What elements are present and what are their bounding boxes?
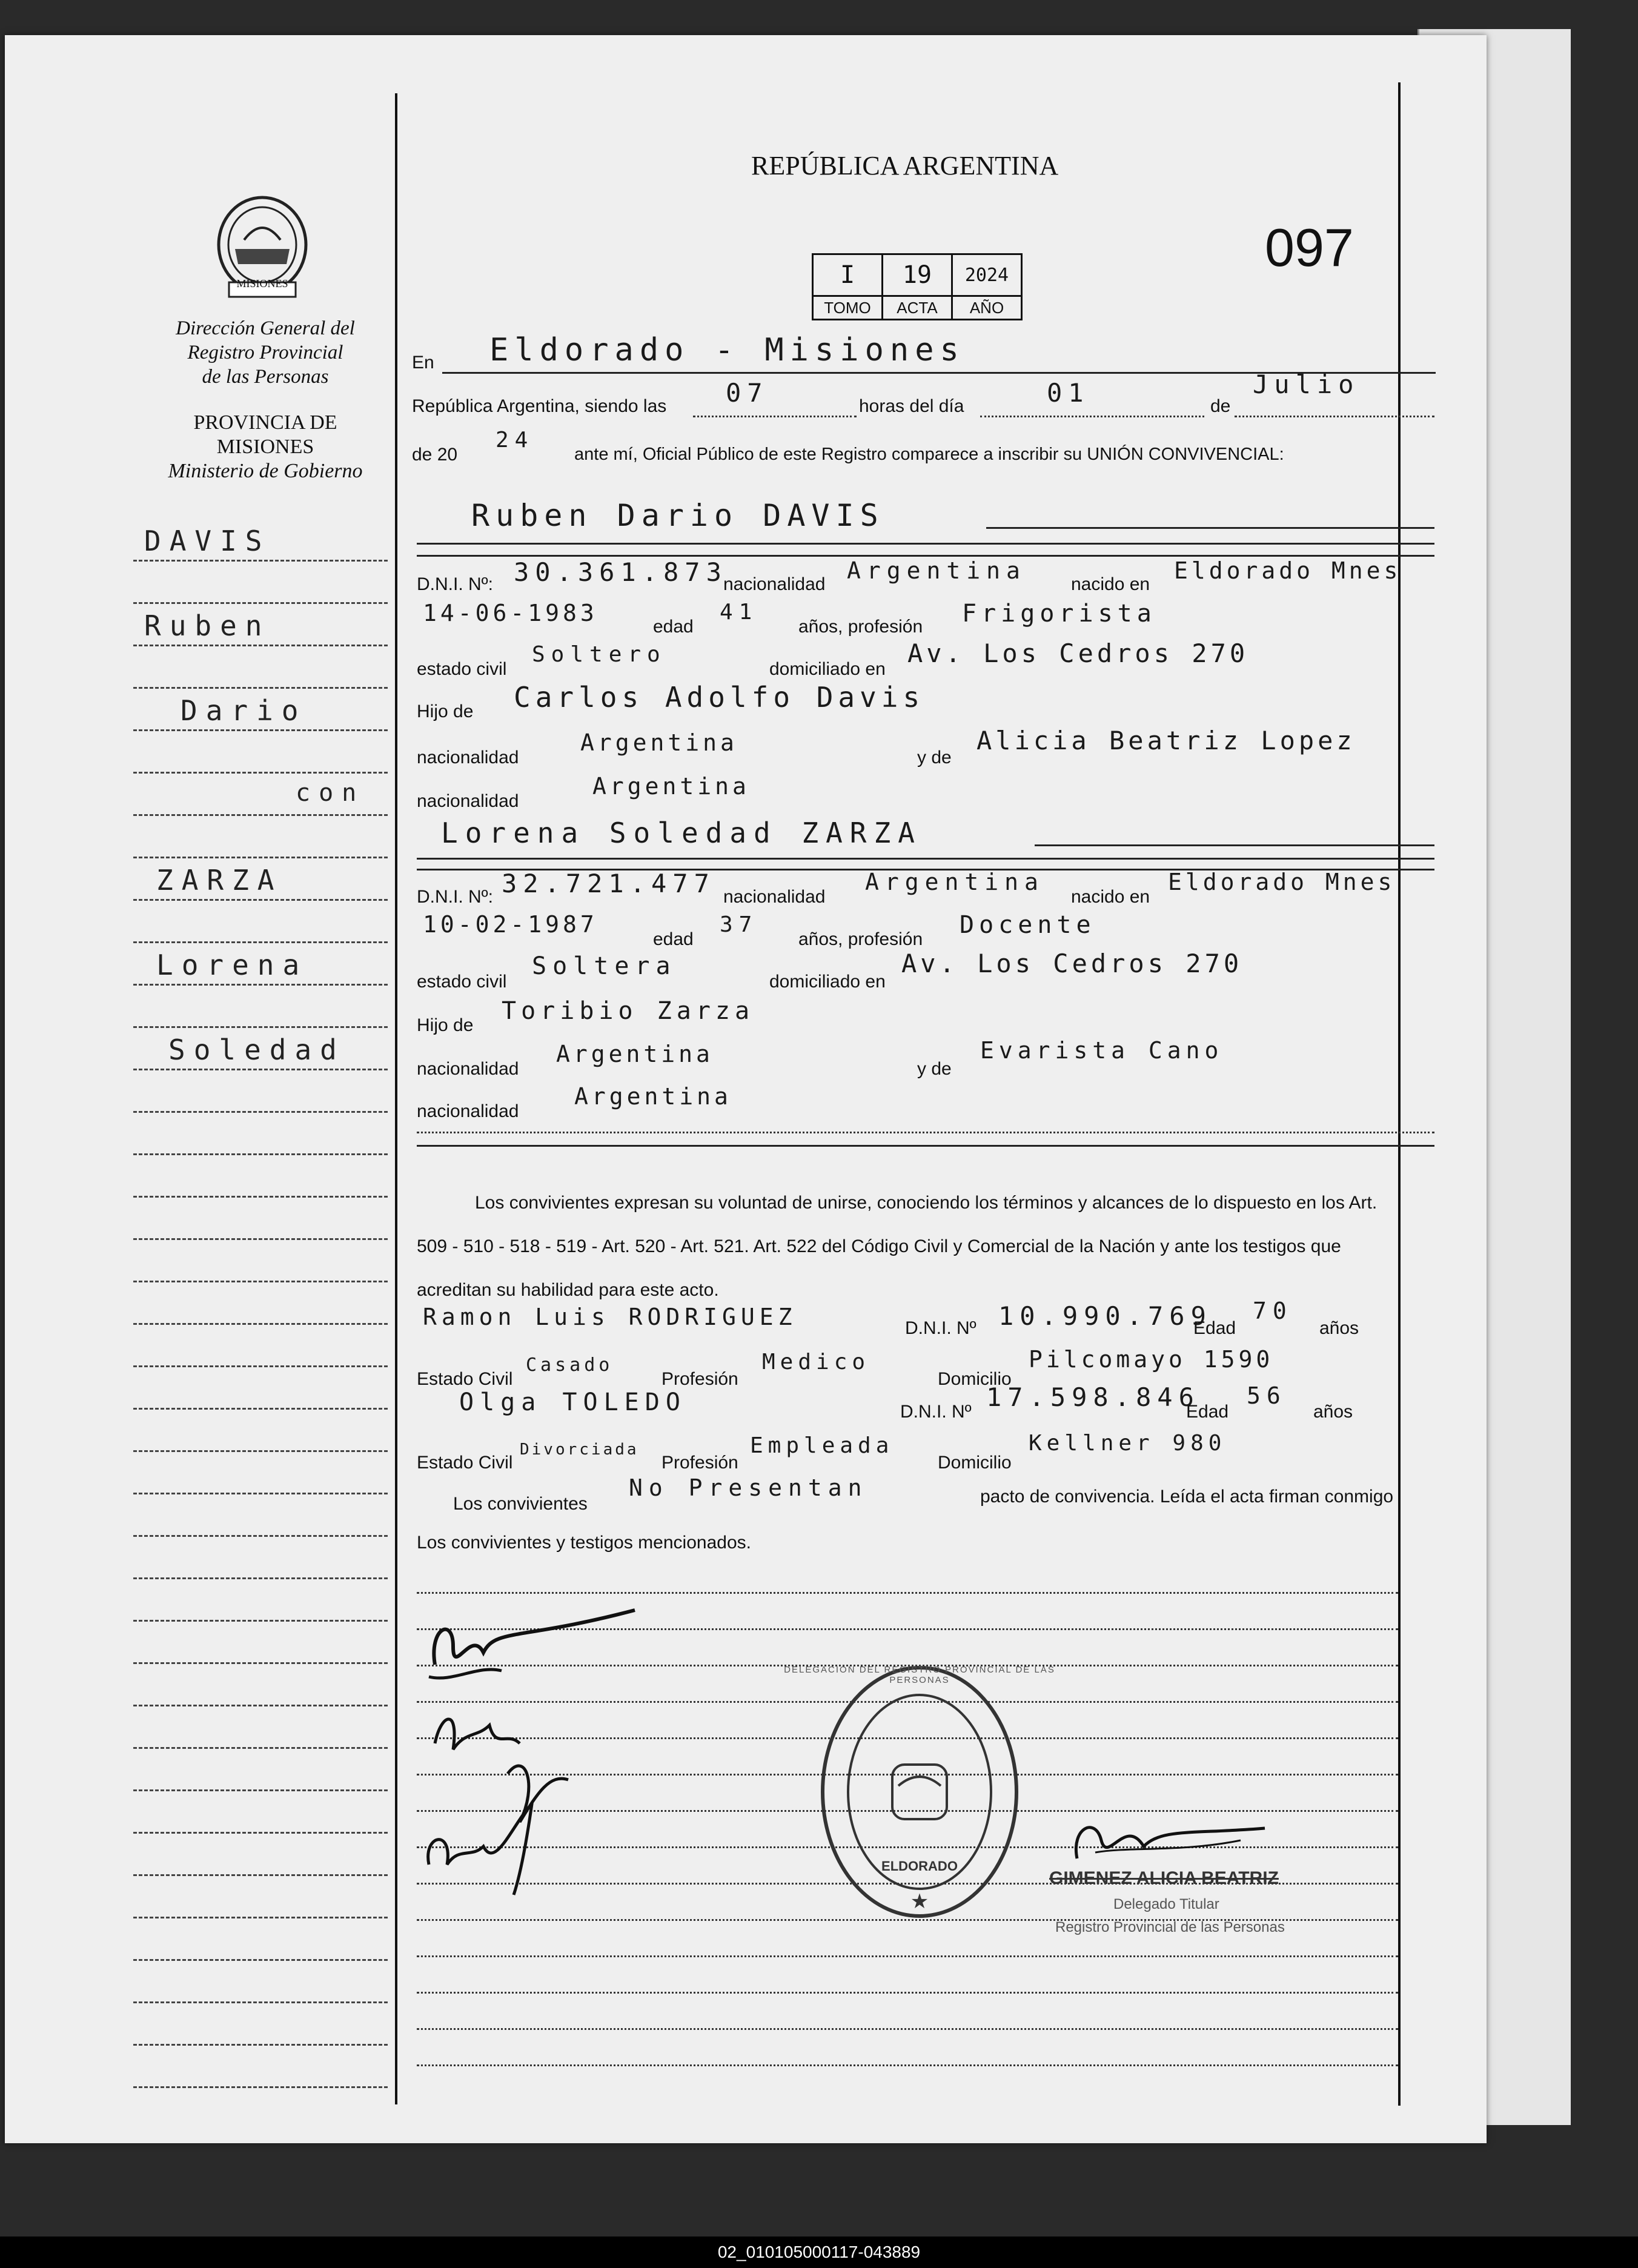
p1-nacionalidad-label: nacionalidad [723, 574, 826, 594]
p1-edad-label: edad [653, 617, 694, 637]
pacto-value: No Presentan [629, 1474, 868, 1501]
office-line-2: Registro Provincial [187, 342, 343, 363]
margin-line [133, 1323, 388, 1325]
archive-code: 02_010105000117-043889 [0, 2236, 1638, 2268]
person1-full-name: Ruben Dario DAVIS [471, 498, 884, 533]
p1-domicilio-label: domiciliado en [769, 659, 886, 679]
p1-father-nac: Argentina [580, 729, 738, 756]
section-rule-2 [417, 555, 1434, 557]
w2-dni-label: D.N.I. Nº [900, 1402, 972, 1422]
margin-line [133, 560, 388, 562]
declaration [417, 1181, 1434, 1312]
right-rule [1398, 82, 1401, 2106]
margin-name-3: Dario [181, 694, 307, 727]
p1-mother-nac: Argentina [592, 773, 750, 800]
p1-mother-nac-label: nacionalidad [417, 791, 519, 811]
margin-line [133, 1789, 388, 1791]
margin-line [133, 1111, 388, 1113]
seal-caption: MISIONES [236, 277, 288, 290]
en-label: En [412, 353, 434, 373]
p2-mother: Evarista Cano [980, 1037, 1224, 1064]
country-title: REPÚBLICA ARGENTINA [751, 151, 1059, 181]
margin-name-7: Soledad [168, 1033, 345, 1066]
margin-line [133, 941, 388, 943]
p2-nacionalidad-label: nacionalidad [723, 887, 826, 907]
name-line [986, 527, 1434, 529]
p1-yde-label: y de [917, 748, 952, 768]
w1-profesion-label: Profesión [662, 1369, 738, 1389]
p2-yde-label: y de [917, 1059, 952, 1079]
year-suffix: 24 [496, 428, 534, 453]
de-label: de [1210, 396, 1231, 416]
margin-line [133, 687, 388, 689]
section-rule-3 [417, 858, 1434, 860]
margin-line [133, 2086, 388, 2088]
svg-text:★: ★ [910, 1890, 929, 1913]
margin-line [133, 1281, 388, 1282]
margin-name-5: ZARZA [156, 864, 283, 897]
p2-profesion: Docente [960, 911, 1096, 939]
p2-edad-label: edad [653, 929, 694, 949]
acta-label: ACTA [883, 296, 952, 320]
p1-nacido: Eldorado Mnes [1174, 557, 1402, 584]
margin-line [133, 1832, 388, 1834]
signature-line [417, 2064, 1398, 2066]
margin-line [133, 729, 388, 731]
signatures-icon [417, 1592, 647, 1931]
w1-dni: 10.990.769 [998, 1301, 1212, 1331]
margin-line [133, 1153, 388, 1155]
p1-estado-label: estado civil [417, 659, 507, 679]
margin-line [133, 857, 388, 858]
signature-line [417, 1992, 1398, 1994]
page-number: 097 [1265, 217, 1354, 277]
convivientes-label: Los convivientes [453, 1494, 588, 1514]
margin-name-6: Lorena [156, 949, 308, 981]
p2-profesion-label: años, profesión [798, 929, 923, 949]
p2-father: Toribio Zarza [502, 997, 755, 1025]
declaration-line-1: Los convivientes expresan su voluntad de unirse, conociendo los términos y alcances de lo dispuesto en los Art. [475, 1193, 1378, 1213]
year-prefix: de 20 [412, 445, 458, 465]
comparece-text: ante mí, Oficial Público de este Registro comparece a inscribir su UNIÓN CONVIVENCIAL: [574, 445, 1284, 464]
margin-line [133, 1662, 388, 1664]
person2-full-name: Lorena Soledad ZARZA [441, 817, 922, 849]
office-line-1: Dirección General del [176, 317, 355, 339]
section-rule-1 [417, 543, 1434, 545]
declaration-line-3: acreditan su habilidad para este acto. [417, 1280, 719, 1300]
tomo-acta-box [812, 253, 1023, 320]
p1-profesion: Frigorista [962, 600, 1156, 628]
margin-name-2: Ruben [144, 609, 271, 642]
p2-domicilio: Av. Los Cedros 270 [901, 949, 1243, 978]
margin-line [133, 1959, 388, 1961]
p2-mother-nac: Argentina [574, 1083, 732, 1110]
w2-dni: 17.598.846 [986, 1382, 1200, 1412]
margin-line [133, 984, 388, 986]
p2-nacionalidad: Argentina [865, 869, 1044, 895]
final-line: Los convivientes y testigos mencionados. [417, 1533, 751, 1553]
margin-line [133, 814, 388, 816]
margin-line [133, 1747, 388, 1749]
name-line-2 [1035, 844, 1434, 846]
p1-hijo-label: Hijo de [417, 701, 474, 721]
tomo-value: I [813, 254, 883, 296]
section-rule-5 [417, 1145, 1434, 1147]
margin-line [133, 1705, 388, 1706]
p1-dni-label: D.N.I. Nº: [417, 574, 493, 594]
w2-edad-label: Edad [1186, 1402, 1229, 1422]
margin-line [133, 1450, 388, 1452]
horas-label: horas del día [859, 396, 964, 416]
tomo-label: TOMO [813, 296, 883, 320]
place-value: Eldorado - Misiones [489, 332, 965, 368]
acta-value: 19 [883, 254, 952, 296]
p1-father-nac-label: nacionalidad [417, 748, 519, 768]
p1-father: Carlos Adolfo Davis [514, 681, 925, 714]
w2-anios-label: años [1313, 1402, 1353, 1422]
p1-estado: Soltero [532, 642, 666, 667]
p2-estado-label: estado civil [417, 972, 507, 992]
w1-edad-label: Edad [1193, 1318, 1236, 1338]
margin-line [133, 1620, 388, 1622]
signature-line [417, 1955, 1398, 1957]
month-line [1235, 416, 1434, 417]
w2-domicilio-label: Domicilio [938, 1453, 1012, 1473]
w1-anios-label: años [1319, 1318, 1359, 1338]
official-office: Registro Provincial de las Personas [1055, 1919, 1285, 1935]
margin-line [133, 1238, 388, 1240]
day-value: 01 [1047, 378, 1090, 408]
p2-hijo-label: Hijo de [417, 1015, 474, 1035]
day-line [980, 416, 1204, 417]
w1-domicilio: Pilcomayo 1590 [1029, 1346, 1274, 1373]
p1-birth-date: 14-06-1983 [423, 600, 598, 626]
p2-mother-nac-label: nacionalidad [417, 1101, 519, 1121]
official-stamp-icon [817, 1659, 1023, 1925]
anio-value: 2024 [952, 254, 1022, 296]
w2-estado-label: Estado Civil [417, 1453, 513, 1473]
witness1-name: Ramon Luis RODRIGUEZ [423, 1304, 797, 1330]
stamp-city: ELDORADO [881, 1858, 958, 1874]
p1-edad: 41 [720, 600, 758, 625]
w1-estado-label: Estado Civil [417, 1369, 513, 1389]
blank-line [417, 1132, 1434, 1133]
p2-father-nac: Argentina [556, 1041, 714, 1067]
p2-dni: 32.721.477 [502, 869, 715, 898]
stamp-ring-text: DELEGACIÓN DEL REGISTRO PROVINCIAL DE LAS PERSONAS [784, 1665, 1055, 1685]
republica-label: República Argentina, siendo las [412, 396, 667, 416]
p2-birth-date: 10-02-1987 [423, 911, 598, 938]
anio-label: AÑO [952, 296, 1022, 320]
p1-nacionalidad: Argentina [847, 557, 1026, 584]
ministerio-line: Ministerio de Gobierno [168, 460, 363, 482]
margin-line [133, 1535, 388, 1537]
province-line-2: MISIONES [216, 436, 314, 458]
margin-name-1: DAVIS [144, 525, 271, 557]
margin-line [133, 1577, 388, 1579]
official-name: GIMENEZ ALICIA BEATRIZ [1049, 1868, 1279, 1888]
p1-dni: 30.361.873 [514, 557, 728, 587]
p2-nacido: Eldorado Mnes [1168, 869, 1396, 895]
margin-line [133, 645, 388, 646]
margin-line [133, 1196, 388, 1198]
margin-line [133, 1874, 388, 1876]
p2-father-nac-label: nacionalidad [417, 1059, 519, 1079]
p2-nacido-label: nacido en [1071, 887, 1150, 907]
margin-name-4: con [296, 779, 365, 807]
p1-nacido-label: nacido en [1071, 574, 1150, 594]
margin-line [133, 1026, 388, 1028]
province-line-1: PROVINCIA DE [193, 411, 337, 434]
province-heading [150, 411, 380, 483]
witness2-name: Olga TOLEDO [459, 1388, 686, 1416]
p1-mother: Alicia Beatriz Lopez [976, 726, 1356, 755]
margin-line [133, 1917, 388, 1918]
w2-domicilio: Kellner 980 [1029, 1431, 1227, 1456]
p2-domicilio-label: domiciliado en [769, 972, 886, 992]
w1-edad: 70 [1253, 1298, 1293, 1324]
p1-domicilio: Av. Los Cedros 270 [907, 638, 1249, 668]
margin-line [133, 1365, 388, 1367]
w1-profesion: Medico [762, 1350, 870, 1374]
p2-dni-label: D.N.I. Nº: [417, 887, 493, 907]
p2-estado: Soltera [532, 952, 677, 980]
w2-estado: Divorciada [520, 1441, 639, 1459]
margin-line [133, 1408, 388, 1410]
margin-line [133, 899, 388, 901]
office-line-3: de las Personas [202, 366, 329, 388]
margin-line [133, 1069, 388, 1070]
declaration-line-2: 509 - 510 - 518 - 519 - Art. 520 - Art. 521. Art. 522 del Código Civil y Comercial de la Nación y ante los testigos que [417, 1236, 1341, 1256]
w2-profesion: Empleada [750, 1433, 894, 1458]
registry-page [5, 35, 1487, 2143]
w1-estado: Casado [526, 1354, 614, 1376]
hours-line [693, 416, 857, 417]
margin-line [133, 772, 388, 774]
w2-edad: 56 [1247, 1382, 1287, 1409]
w1-domicilio-label: Domicilio [938, 1369, 1012, 1389]
margin-line [133, 602, 388, 604]
pacto-text: pacto de convivencia. Leída el acta firman conmigo [980, 1487, 1394, 1507]
office-heading [150, 316, 380, 389]
p1-profesion-label: años, profesión [798, 617, 923, 637]
margin-line [133, 2044, 388, 2046]
official-title: Delegado Titular [1113, 1896, 1219, 1912]
p2-edad: 37 [720, 912, 758, 937]
w2-profesion-label: Profesión [662, 1453, 738, 1473]
left-rule [395, 93, 397, 2104]
hours-value: 07 [726, 378, 769, 408]
month-value: Julio [1253, 370, 1360, 399]
signature-line [417, 2028, 1398, 2030]
margin-line [133, 1493, 388, 1494]
margin-line [133, 2001, 388, 2003]
w1-dni-label: D.N.I. Nº [905, 1318, 976, 1338]
